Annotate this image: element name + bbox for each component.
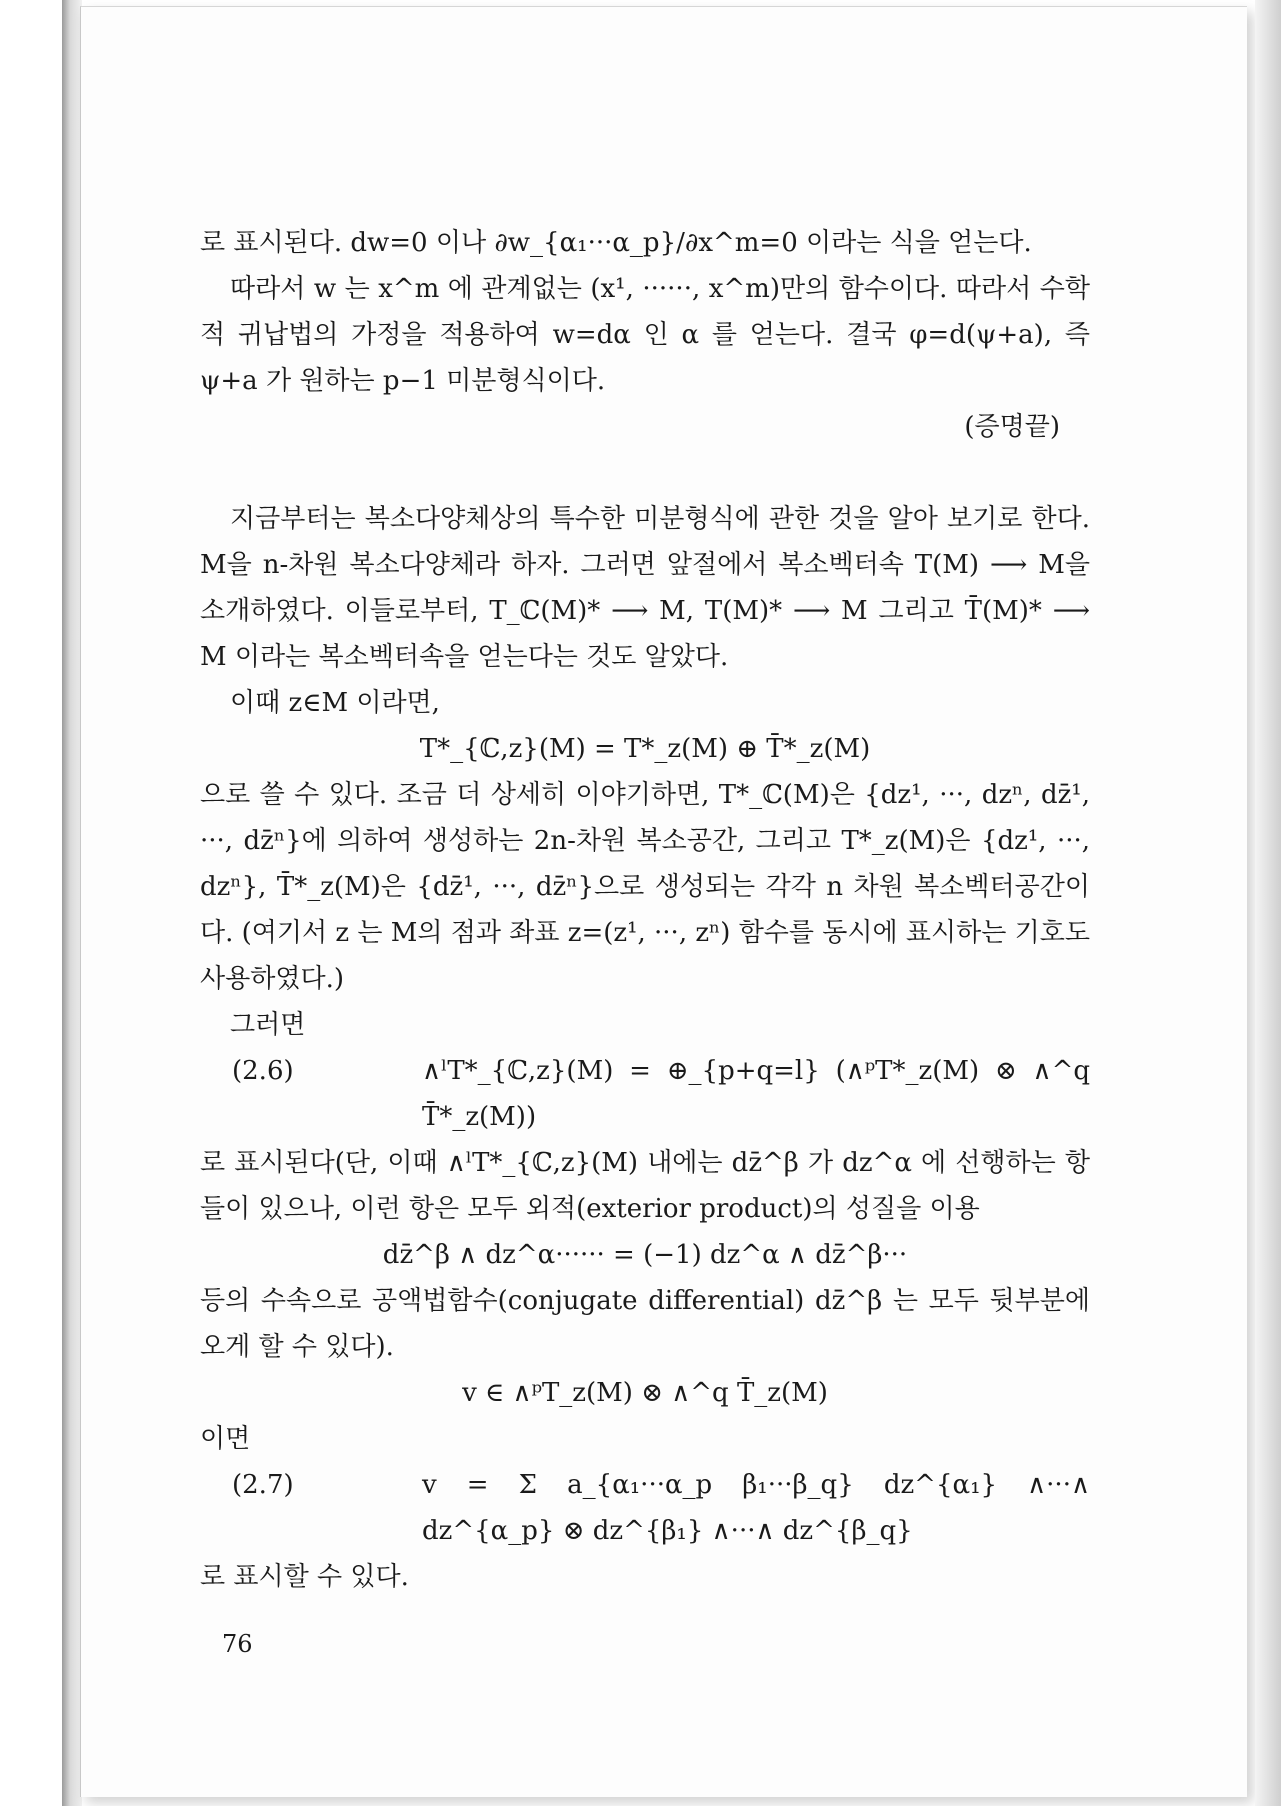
paragraph-10: 로 표시할 수 있다. (200, 1562, 409, 1592)
proof-end: (증명끝) (964, 412, 1060, 442)
equation-body: ∧ˡT*_{ℂ,z}(M) = ⊕_{p+q=l} (∧ᵖT*_z(M) ⊗ ∧^q T̄*_z(M)) (422, 1056, 1090, 1132)
paragraph-3: 지금부터는 복소다양체상의 특수한 미분형식에 관한 것을 알아 보기로 한다. M을 n-차원 복소다양체라 하자. 그러면 앞절에서 복소벡터속 T(M) ⟶ M을 소개하였다. 이들로부터, T_ℂ(M)* ⟶ M, T(M)* ⟶ M 그리고 T̄(M)* ⟶ M 이라는 복소벡터속을 얻는다는 것도 알았다. (200, 504, 1090, 672)
paragraph-8: 등의 수속으로 공액법함수(conjugate differential) dz̄^β 는 모두 뒷부분에 오게 할 수 있다). (200, 1286, 1090, 1362)
paragraph-2: 따라서 w 는 x^m 에 관계없는 (x¹, ······, x^m)만의 함수이다. 따라서 수학적 귀납법의 가정을 적용하여 w=dα 인 α 를 얻는다. 결국 φ=d(ψ+a), 즉 ψ+a 가 원하는 p−1 미분형식이다. (200, 274, 1090, 396)
paragraph-6: 그러면 (230, 1010, 306, 1040)
equation-2-7 (200, 1462, 1090, 1554)
page-edge (1255, 0, 1281, 1806)
equation-direct-sum: T*_{ℂ,z}(M) = T*_z(M) ⊕ T̄*_z(M) (419, 734, 871, 764)
page-body (200, 220, 1090, 1600)
paragraph-7: 로 표시된다(단, 이때 ∧ˡT*_{ℂ,z}(M) 내에는 dz̄^β 가 dz^α 에 선행하는 항들이 있으나, 이런 항은 모두 외적(exterior product)의 성질을 이용 (200, 1148, 1090, 1224)
paragraph-9: 이면 (200, 1424, 251, 1454)
book-spine (62, 0, 82, 1806)
equation-exterior: dz̄^β ∧ dz^α······ = (−1) dz^α ∧ dz̄^β··· (382, 1240, 908, 1270)
equation-v-in: v ∈ ∧ᵖT_z(M) ⊗ ∧^q T̄_z(M) (462, 1378, 828, 1408)
paragraph-4: 이때 z∈M 이라면, (230, 688, 440, 718)
equation-number: (2.7) (232, 1470, 294, 1500)
equation-2-6 (200, 1048, 1090, 1140)
equation-number: (2.6) (232, 1056, 294, 1086)
paragraph-5: 으로 쓸 수 있다. 조금 더 상세히 이야기하면, T*_ℂ(M)은 {dz¹, ···, dzⁿ, dz̄¹, ···, dz̄ⁿ}에 의하여 생성하는 2n-차원 복소공간, 그리고 T*_z(M)은 {dz¹, ···, dzⁿ}, T̄*_z(M)은 {dz̄¹, ···, dz̄ⁿ}으로 생성되는 각각 n 차원 복소벡터공간이다. (여기서 z 는 M의 점과 좌표 z=(z¹, ···, zⁿ) 함수를 동시에 표시하는 기호도 사용하였다.) (200, 780, 1090, 994)
equation-body: v = Σ a_{α₁···α_p β₁···β_q} dz^{α₁} ∧···∧ dz^{α_p} ⊗ dz^{β₁} ∧···∧ dz^{β_q} (422, 1470, 1090, 1546)
page-number: 76 (222, 1630, 253, 1658)
paragraph-1: 로 표시된다. dw=0 이나 ∂w_{α₁···α_p}/∂x^m=0 이라는 식을 얻는다. (200, 228, 1032, 258)
